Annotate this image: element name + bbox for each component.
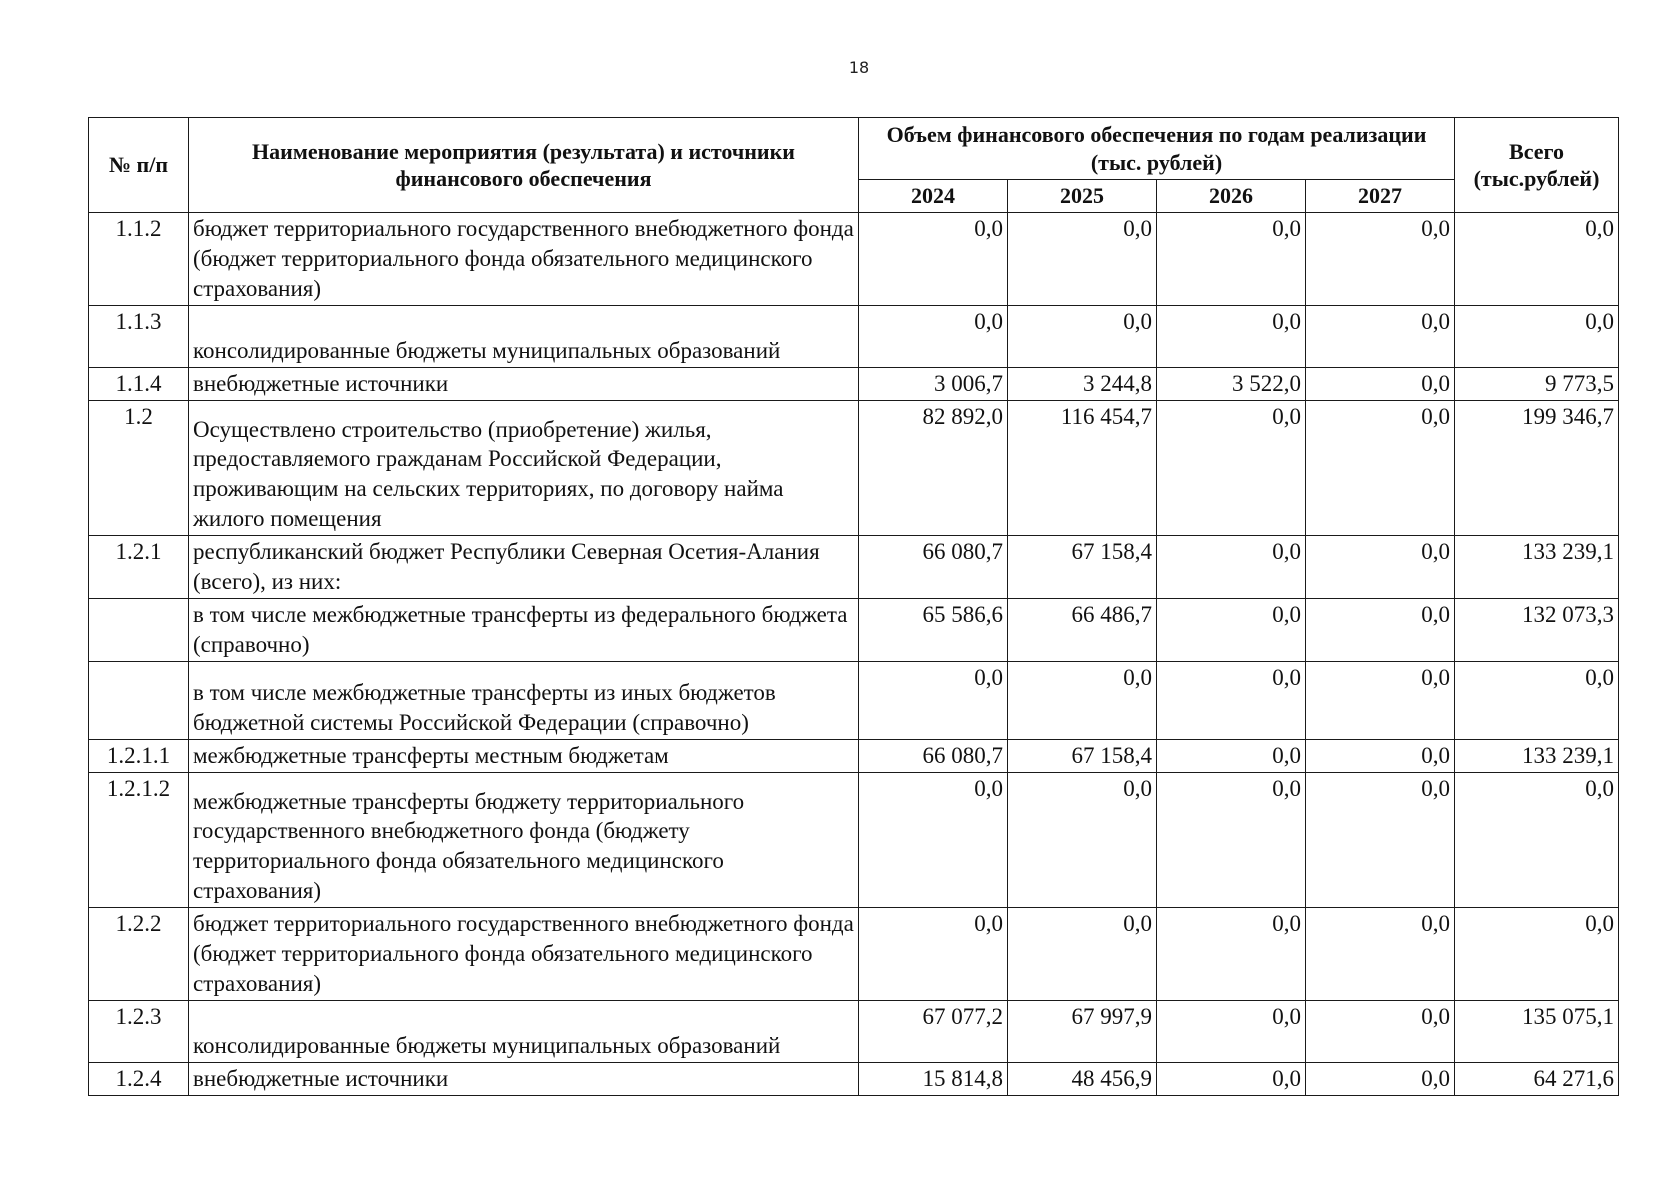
value-total: 9 773,5 [1455, 367, 1619, 400]
value-2027: 0,0 [1306, 213, 1455, 306]
value-2026: 0,0 [1157, 598, 1306, 661]
value-2027: 0,0 [1306, 305, 1455, 367]
value-2025: 116 454,7 [1008, 400, 1157, 536]
value-2025: 67 158,4 [1008, 536, 1157, 599]
value-2027: 0,0 [1306, 661, 1455, 739]
value-2025: 3 244,8 [1008, 367, 1157, 400]
row-number: 1.1.2 [89, 213, 189, 306]
table-row [89, 367, 1619, 400]
value-2026: 0,0 [1157, 661, 1306, 739]
row-name: бюджет территориального государственного внебюджетного фонда (бюджет территориального фонда обязательного медицинского страхования) [189, 213, 859, 306]
value-2024: 15 814,8 [859, 1062, 1008, 1095]
row-name: республиканский бюджет Республики Северная Осетия-Алания (всего), из них: [189, 536, 859, 599]
value-total: 133 239,1 [1455, 739, 1619, 772]
value-2024: 66 080,7 [859, 536, 1008, 599]
table-row [89, 1062, 1619, 1095]
header-year: 2027 [1306, 180, 1455, 213]
row-name: внебюджетные источники [189, 367, 859, 400]
value-total: 0,0 [1455, 772, 1619, 908]
value-2027: 0,0 [1306, 1000, 1455, 1062]
value-total: 199 346,7 [1455, 400, 1619, 536]
value-2025: 67 158,4 [1008, 739, 1157, 772]
value-2024: 82 892,0 [859, 400, 1008, 536]
row-number: 1.2.3 [89, 1000, 189, 1062]
page-number: 18 [848, 58, 870, 77]
value-2025: 0,0 [1008, 213, 1157, 306]
row-number: 1.2.4 [89, 1062, 189, 1095]
header-name: Наименование мероприятия (результата) и источники финансового обеспечения [189, 118, 859, 213]
row-number: 1.2.2 [89, 908, 189, 1001]
table-row [89, 536, 1619, 599]
value-2027: 0,0 [1306, 772, 1455, 908]
row-name: консолидированные бюджеты муниципальных образований [189, 1000, 859, 1062]
value-2024: 0,0 [859, 305, 1008, 367]
value-2024: 3 006,7 [859, 367, 1008, 400]
financing-table [88, 117, 1619, 1096]
value-2026: 0,0 [1157, 400, 1306, 536]
header-year: 2025 [1008, 180, 1157, 213]
header-num: № п/п [89, 118, 189, 213]
value-2027: 0,0 [1306, 598, 1455, 661]
header-volume: Объем финансового обеспечения по годам реализации (тыс. рублей) [859, 118, 1455, 180]
value-2026: 0,0 [1157, 1062, 1306, 1095]
row-name: Осуществлено строительство (приобретение) жилья, предоставляемого гражданам Российской Федерации, проживающим на сельских территориях, по договору найма жилого помещения [189, 400, 859, 536]
value-2026: 3 522,0 [1157, 367, 1306, 400]
value-2026: 0,0 [1157, 1000, 1306, 1062]
row-number: 1.1.4 [89, 367, 189, 400]
value-total: 0,0 [1455, 908, 1619, 1001]
row-number: 1.1.3 [89, 305, 189, 367]
row-number [89, 661, 189, 739]
row-name: межбюджетные трансферты бюджету территориального государственного внебюджетного фонда (бюджету территориального фонда обязательного медицинского страхования) [189, 772, 859, 908]
header-year: 2026 [1157, 180, 1306, 213]
value-2027: 0,0 [1306, 536, 1455, 599]
value-2025: 0,0 [1008, 908, 1157, 1001]
value-2027: 0,0 [1306, 739, 1455, 772]
value-2025: 0,0 [1008, 772, 1157, 908]
table-row [89, 213, 1619, 306]
value-total: 0,0 [1455, 661, 1619, 739]
header-total: Всего (тыс.рублей) [1455, 118, 1619, 213]
table-row [89, 598, 1619, 661]
value-2024: 0,0 [859, 772, 1008, 908]
value-2025: 48 456,9 [1008, 1062, 1157, 1095]
table-row [89, 739, 1619, 772]
value-total: 0,0 [1455, 213, 1619, 306]
value-total: 132 073,3 [1455, 598, 1619, 661]
value-2026: 0,0 [1157, 772, 1306, 908]
value-2025: 67 997,9 [1008, 1000, 1157, 1062]
value-2027: 0,0 [1306, 367, 1455, 400]
value-2024: 65 586,6 [859, 598, 1008, 661]
value-2025: 0,0 [1008, 305, 1157, 367]
table-row [89, 305, 1619, 367]
header-year: 2024 [859, 180, 1008, 213]
table-row [89, 661, 1619, 739]
value-2024: 0,0 [859, 661, 1008, 739]
value-2026: 0,0 [1157, 213, 1306, 306]
value-2024: 0,0 [859, 908, 1008, 1001]
value-2026: 0,0 [1157, 739, 1306, 772]
value-2027: 0,0 [1306, 1062, 1455, 1095]
value-total: 135 075,1 [1455, 1000, 1619, 1062]
value-2024: 67 077,2 [859, 1000, 1008, 1062]
value-2025: 66 486,7 [1008, 598, 1157, 661]
row-name: внебюджетные источники [189, 1062, 859, 1095]
value-2027: 0,0 [1306, 400, 1455, 536]
row-number: 1.2.1.1 [89, 739, 189, 772]
value-total: 0,0 [1455, 305, 1619, 367]
row-number: 1.2 [89, 400, 189, 536]
row-number: 1.2.1.2 [89, 772, 189, 908]
table-row [89, 772, 1619, 908]
row-name: в том числе межбюджетные трансферты из иных бюджетов бюджетной системы Российской Федерации (справочно) [189, 661, 859, 739]
value-total: 133 239,1 [1455, 536, 1619, 599]
value-2024: 66 080,7 [859, 739, 1008, 772]
value-2027: 0,0 [1306, 908, 1455, 1001]
value-2025: 0,0 [1008, 661, 1157, 739]
value-total: 64 271,6 [1455, 1062, 1619, 1095]
row-name: бюджет территориального государственного внебюджетного фонда (бюджет территориального фонда обязательного медицинского страхования) [189, 908, 859, 1001]
row-name: в том числе межбюджетные трансферты из федерального бюджета (справочно) [189, 598, 859, 661]
table-row [89, 1000, 1619, 1062]
value-2024: 0,0 [859, 213, 1008, 306]
table-row [89, 908, 1619, 1001]
value-2026: 0,0 [1157, 908, 1306, 1001]
row-name: межбюджетные трансферты местным бюджетам [189, 739, 859, 772]
row-name: консолидированные бюджеты муниципальных образований [189, 305, 859, 367]
value-2026: 0,0 [1157, 536, 1306, 599]
table-row [89, 400, 1619, 536]
row-number: 1.2.1 [89, 536, 189, 599]
value-2026: 0,0 [1157, 305, 1306, 367]
row-number [89, 598, 189, 661]
